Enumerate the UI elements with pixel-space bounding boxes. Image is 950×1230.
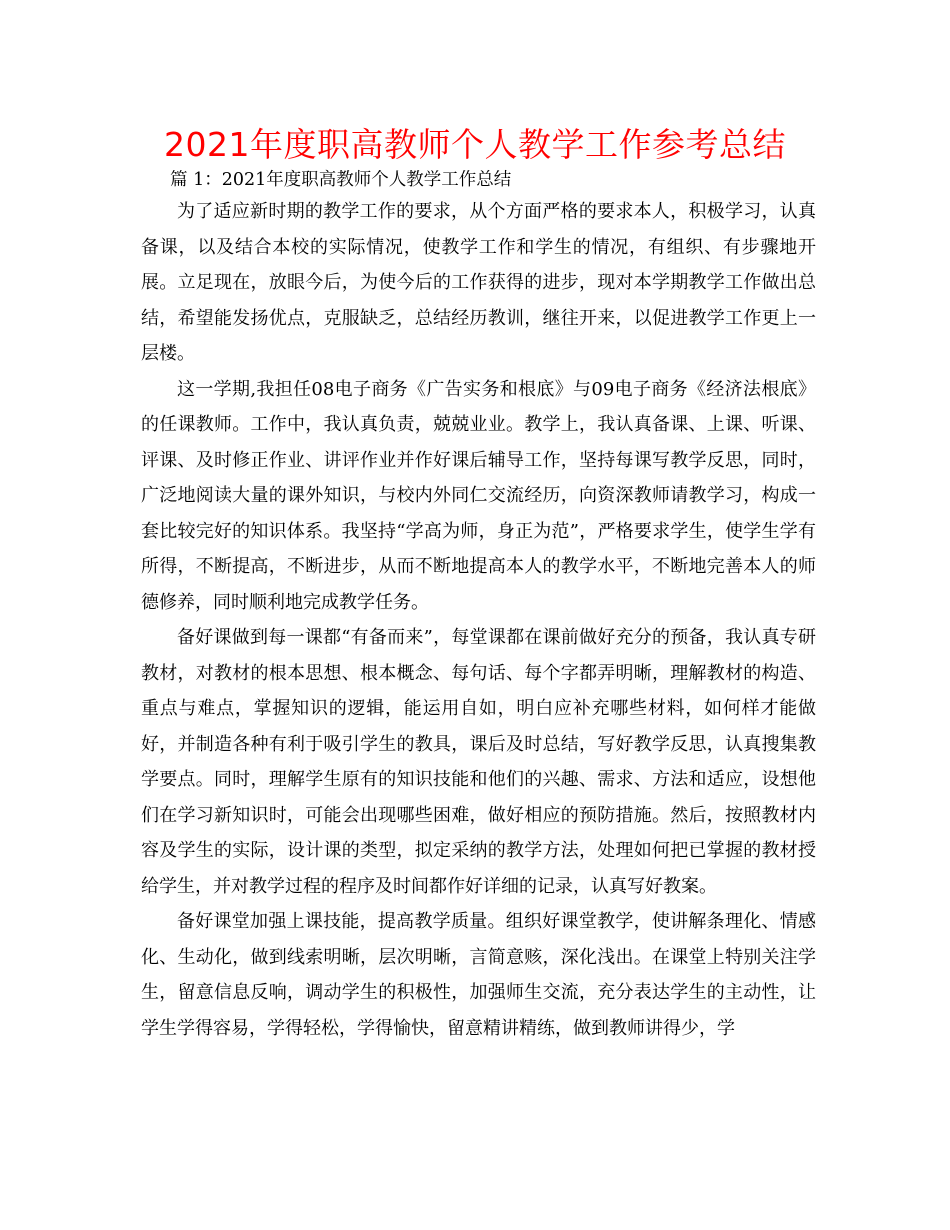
body-paragraph: 为了适应新时期的教学工作的要求，从个方面严格的要求本人，积极学习，认真备课，以及结合本校的实际情况，使教学工作和学生的情况，有组织、有步骤地开展。立足现在，放眼今后，为使今后的工作获得的进步，现对本学期教学工作做出总结，希望能发扬优点，克服缺乏，总结经历教训，继往开来，以促进教学工作更上一层楼。 [141, 201, 816, 364]
document-title: 2021年度职高教师个人教学工作参考总结 [164, 125, 786, 164]
document-subtitle: 篇 1：2021年度职高教师个人教学工作总结 [170, 170, 512, 190]
document-body [141, 194, 816, 1046]
body-paragraph: 这一学期,我担任08电子商务《广告实务和根底》与09电子商务《经济法根底》的任课教师。工作中，我认真负责，兢兢业业。教学上，我认真备课、上课、听课、评课、及时修正作业、讲评作业并作好课后辅导工作，坚持每课写教学反思，同时，广泛地阅读大量的课外知识，与校内外同仁交流经历，向资深教师请教学习，构成一套比较完好的知识体系。我坚持“学高为师，身正为范”，严格要求学生，使学生学有所得，不断提高，不断进步，从而不断地提高本人的教学水平，不断地完善本人的师德修养，同时顺利地完成教学任务。 [141, 378, 816, 613]
body-paragraph: 备好课做到每一课都“有备而来”，每堂课都在课前做好充分的预备，我认真专研教材，对教材的根本思想、根本概念、每句话、每个字都弄明晰，理解教材的构造、重点与难点，掌握知识的逻辑，能运用自如，明白应补充哪些材料，如何样才能做好，并制造各种有利于吸引学生的教具，课后及时总结，写好教学反思，认真搜集教学要点。同时，理解学生原有的知识技能和他们的兴趣、需求、方法和适应，设想他们在学习新知识时，可能会出现哪些困难，做好相应的预防措施。然后，按照教材内容及学生的实际，设计课的类型，拟定采纳的教学方法，处理如何把已掌握的教材授给学生，并对教学过程的程序及时间都作好详细的记录，认真写好教案。 [141, 627, 816, 897]
body-paragraph: 备好课堂加强上课技能，提高教学质量。组织好课堂教学，使讲解条理化、情感化、生动化，做到线索明晰，层次明晰，言简意赅，深化浅出。在课堂上特别关注学生，留意信息反响，调动学生的积极性，加强师生交流，充分表达学生的主动性，让学生学得容易，学得轻松，学得愉快，留意精讲精练，做到教师讲得少，学 [141, 911, 816, 1039]
